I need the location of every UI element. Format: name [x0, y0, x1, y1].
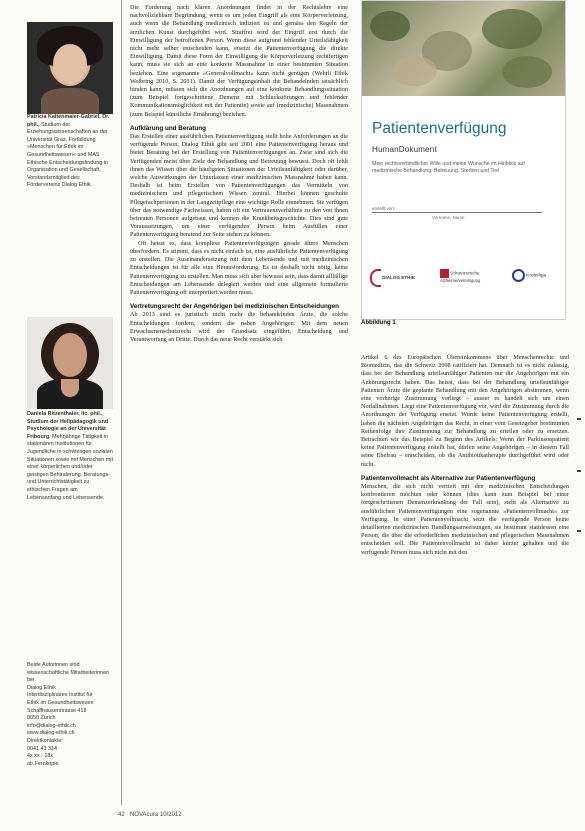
- address-line: 8050 Zürich: [27, 715, 56, 722]
- author-caption-2: [27, 411, 113, 502]
- text-column-1: [130, 4, 348, 344]
- document-description: Mein rechtsverbindlicher Wille und meine Wünsche im Hinblick auf medizinische Behandlung, Betreuung, Sterben und Tod: [372, 161, 525, 174]
- section-heading: Vertretungsrecht der Angehörigen bei medizinischen Entscheidungen: [130, 303, 339, 311]
- address-line: Interdisziplinäres Institut für: [27, 692, 93, 699]
- paragraph: Artikel 6 des Europäischen Übereinkommens über Menschenrechte und Biomedizin, das die Schweiz 2008 ratifiziert hat. Demnach ist es nicht zulässig, dass bei der Behandlung urteilsunfähiger Patienten nur die Angehörigen mit ein Anhörungsrecht haben. Das heisst, dass bei der Behandlung urteilsunfähiger Patienten Ärzte die geplante Behandlung mit den Angehörigen abstimmen, wenn eine vorherige Zustimmung vorliegt – ausser es handelt sich um einen Notfallnahmen. Liegt eine Patientenverfügung vor, wird die Zustimmung durch die Anordnungen der Verfügung ersetzt. Wurde keine Patientenverfügung erstellt, haben die nächsten Angehörigen das Recht, in einer vom Gesetzgeber bestimmten Reihenfolge ihre Zustimmung zur Behandlung zu erteilen oder zu ersetzen. Betrachten wir das Beispiel zu Beginn des Artikels: Wenn der Parkinsonpatient keine Patientenverfügung erstellt hat, dürfen seine Angehörigen – in diesem Fall seine Ehefrau – entscheiden, ob die Antibiotikatherapie durchgeführt wird oder nicht.: [361, 354, 569, 468]
- address-line: ab Fernkopie: [27, 760, 59, 767]
- address-line: 4x xx - 18x: [27, 753, 54, 760]
- author-photo-2: [27, 317, 113, 409]
- paragraph: Die Forderung nach klaren Anordnungen findet in der Rechtslehre eine nachvollziehbare Begründung, wenn es um jeden Eingriff als eine Körperverletzung, auch wenn die Behandlung medizinisch indiziert ist und gemäss den Regeln der ärztlichen Kunst durchgeführt wird. Straffrei wird der Eingriff erst durch die Einwilligung der betroffenen Person. Wenn diese aufgrund fehlender Urteilsfähigkeit nicht mehr selber entscheiden kann, ersetzt die Patientenverfügung die direkte Einwilligung. Damit diese Form der Einwilligung die Körperverletzung rechtfertigen kann, muss sie sich an eine konkrete Massnahme in einer bestimmten Situation beziehen. Eine sogenannte »Generalvollmacht« kann nicht genügen (Wehrli Ethik Wolbring 2010, S. 2031). Damit der Verfügungsinhalt die Behandelnden tatsächlich binden kann, müssen sich die Anordnungen auf eine konkrete Behandlungssituation (zum Beispiel fortgeschrittene Demenz mit Schluckstörungen und fehlender Kommunikationsmöglichkeit mit der Patientin) sowie auf (medizinische) Massnahmen (zum Beispiel künstliche Ernährung) beziehen.: [130, 4, 348, 118]
- journal-issue: NOVAcura 10/2012: [130, 812, 182, 818]
- address-line: wissenschaftliche Mitarbeiterinnen bei: [27, 669, 110, 684]
- address-line: Ethik im Gesundheitswesen: [27, 699, 94, 706]
- dialog-ethik-logo: [370, 269, 422, 287]
- address-line: Beide Autorinnen sind: [27, 662, 80, 668]
- alzheimer-logo: [440, 269, 502, 287]
- margin-mark: [577, 530, 581, 532]
- cover-photo: [362, 1, 565, 96]
- author-name-1: Patricia Kaltenmaier-Gabriel, Dr. phil.,: [27, 114, 110, 128]
- document-title: Patientenverfügung: [372, 120, 507, 137]
- document-figure: [361, 0, 566, 320]
- address-line: Dialog Ethik: [27, 684, 56, 691]
- section-heading: Aufklärung und Beratung: [130, 124, 206, 132]
- logo-text: Krebsliga: [526, 273, 547, 279]
- logo-strip: [370, 269, 560, 291]
- author-bio-1: Studium der Erziehungswissenschaften an der Universität Graz, Fortbildung »Menschen für Ethik im Gesundheitswesen« und MAS Ethische Entscheidungsfindung in Organisation und Gesellschaft, Vorstandsmitglied des Fördervereins Dialog Ethik.: [27, 121, 108, 189]
- address-line: Direktkontakte:: [27, 737, 63, 744]
- field-label: erstellt von:: [372, 206, 396, 211]
- logo-text: Schweizerische Alzheimervereinigung: [440, 270, 481, 283]
- paragraph: Oft heisst es, dass komplexe Patientenverfügungen gerade ältere Menschen überfordern. Es stimmt, dass es nicht einfach ist, eine ausführliche Patientenverfügung zu erstellen. Die Auseinandersetzung mit dem Lebensende und mit medizinischen Entscheidungen ist für alle eine Herausforderung. Es ist deshalb nicht nötig, keine Patientenverfügung zu erstellen. Man muss sich aber bewusst sein, dass damit allfällige Entscheidungen am Lebensende delegiert werden und eine allgemein formulierte Patientenverfügung oft interpretiert werden muss.: [130, 239, 348, 296]
- figure-caption: Abbildung 1: [361, 320, 396, 326]
- section-heading: Patientenvollmacht als Alternative zur Patientenverfügung: [361, 474, 536, 482]
- author-bio-2: Mehrjährige Tätigkeit in stationären Institutionen für Jugendliche in schwierigen sozialen Situationen sowie mit Menschen mit einer körperlichen und/oder geistigen Behinderung. Beratungs- und Unterrichtstätigkeit zu ethischen Fragen am Lebensanfang und Lebensende.: [27, 433, 113, 501]
- author-name-2: Daniela Ritzenthaler, lic. phil., Studium der Heilpädagogik und Psychologie an der Universität Fribourg.: [27, 411, 109, 440]
- field-label: Vorname, Name: [432, 215, 465, 220]
- address-line: 0041 43 314: [27, 745, 57, 752]
- page-number: 42: [118, 812, 125, 818]
- paragraph: Menschen, die sich nicht vertieft mit den medizinischen Entscheidungen konfrontieren möchten oder können (dies kann zum Beispiel bei einer fortgeschrittenen Demenzerkrankung der Fall sein), steht als Alternative zu ausführlichen Patientenverfügungen eine sogenannte »Patientenvollmacht« zur Verfügung. In einer Patientenvollmacht setzt die verfügende Person keine detaillierten medizinischen Handlungsanweisungen, sie bestimmt stattdessen eine Person, die über die erforderlichen medizinischen und pflegerischen Massnahmen entscheiden soll. Die Patientenvollmacht ist daher kürzer gehalten und die verfügende Person muss sich nicht mit den: [361, 483, 569, 556]
- author-caption-1: [27, 114, 113, 190]
- text-column-2: [361, 354, 569, 557]
- paragraph: Das Erstellen einer ausführlichen Patientenverfügung stellt hohe Anforderungen an die verfügende Person. Dialog Ethik gibt seit 2001 eine Patientenverfügung heraus und bietet Beratung bei der Erstellung von Patientenverfügungen an. Zwar sind sich die Verfügenden meist über Ziele der Behandlung und Betreuung bewusst. Doch oft fehlt ihnen das Wissen über die häufigsten Situationen der Urteilsunfähigkeit oder darüber, welche Auswirkungen der Unterlassen einer medizinischen Massnahme haben kann. Deshalb ist beim Erstellen von Patientenverfügungen das Vermitteln von medizinischem und pflegerischem Wissen zentral. Hierbei können geschulte Pflegefachpersonen in der Langzeitpflege eine wichtige Rolle einnehmen. Sie verfügen über das notwendige Fachwissen, haben oft ein Vertrauensverhältnis zu den von ihnen betreuten Personen aufgebaut und kennen die Krankheitsgeschichte. Dies sind gute Voraussetzungen, um einer verfügenden Person beim Ausfüllen einer Patientenverfügung beratend zur Seite stehen zu können.: [130, 133, 348, 239]
- margin-mark: [577, 418, 581, 420]
- krebsliga-logo: [512, 269, 558, 287]
- field-line: [372, 212, 542, 213]
- paragraph: Ab 2013 sind es juristisch nicht mehr die behandelnden Ärzte, die solche Entscheidungen fordern, sondern die nahen Angehörigen. Mit dem neuen Erwachsenenschutzrecht wird der Grundsatz eingeführt, Entscheidung und Verantwortung an Dritte. Durch das neue Recht verstärkt sich: [130, 311, 348, 343]
- logo-text: DIALOG ETHIK: [382, 275, 416, 281]
- address-line: www.dialog-ethik.ch: [27, 730, 75, 737]
- address-line: Schaffhauserstrasse 418: [27, 707, 87, 714]
- document-subtitle: HumanDokument: [372, 145, 437, 154]
- author-address: [27, 662, 113, 768]
- column-rule: [121, 0, 122, 805]
- margin-mark: [577, 470, 581, 472]
- address-line: info@dialog-ethik.ch: [27, 722, 76, 729]
- author-photo-1: [27, 22, 113, 114]
